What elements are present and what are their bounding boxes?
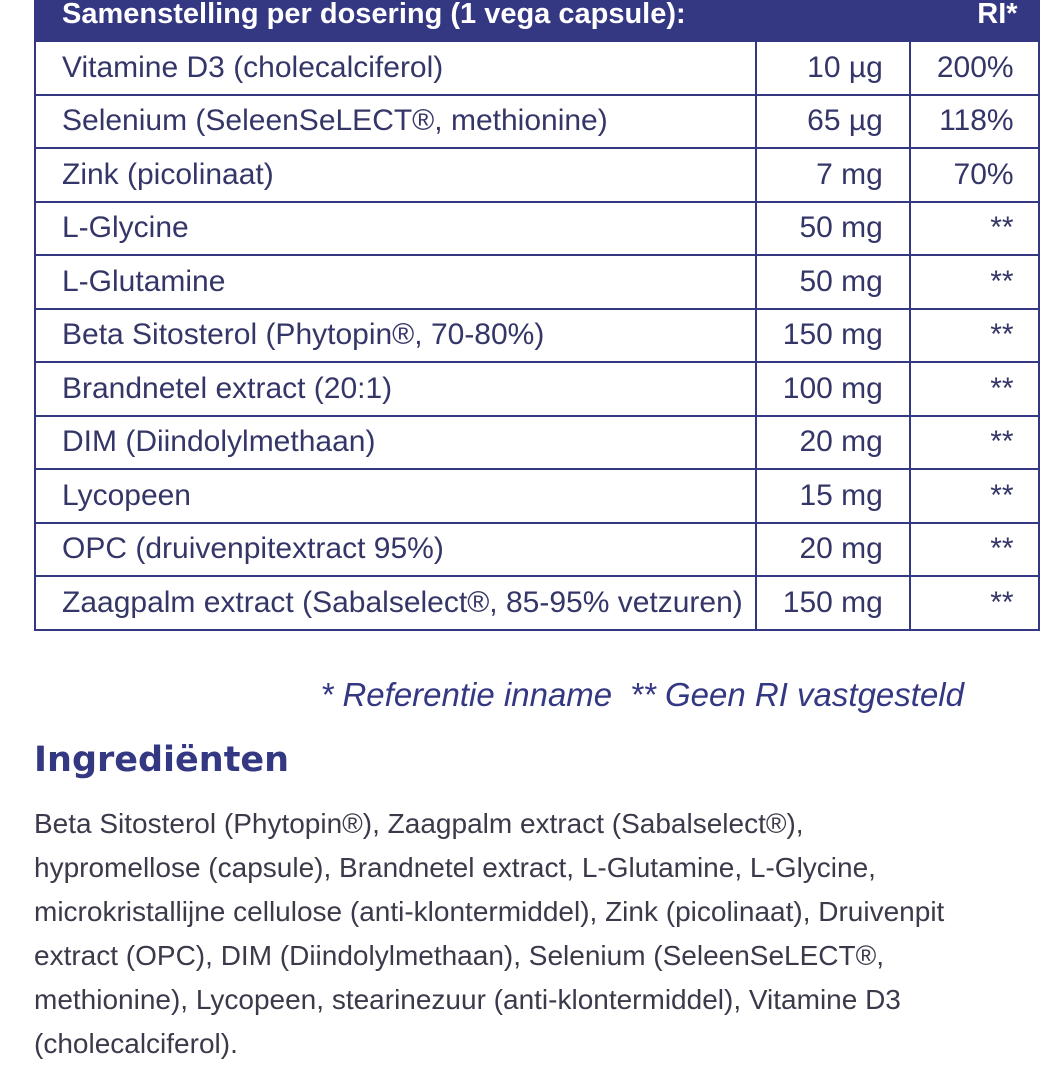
table-row (35, 41, 1039, 95)
table-header-row (35, 0, 1039, 41)
ingredient-amount: 150 mg (756, 576, 910, 630)
ingredient-name: L-Glutamine (35, 255, 756, 309)
ingredient-ri: 70% (910, 148, 1039, 202)
nutrition-table (34, 0, 1040, 631)
ingredient-name: Lycopeen (35, 469, 756, 523)
table-row (35, 469, 1039, 523)
table-header-ri: RI* (910, 0, 1039, 41)
ingredient-ri: ** (910, 202, 1039, 256)
ingredient-ri: ** (910, 309, 1039, 363)
table-row (35, 416, 1039, 470)
ingredient-amount: 7 mg (756, 148, 910, 202)
ingredient-ri: ** (910, 576, 1039, 630)
table-row (35, 523, 1039, 577)
ingredient-name: DIM (Diindolylmethaan) (35, 416, 756, 470)
table-row (35, 202, 1039, 256)
ingredient-amount: 50 mg (756, 255, 910, 309)
table-row (35, 255, 1039, 309)
ingredient-amount: 100 mg (756, 362, 910, 416)
footnote-ri: * Referentie inname (320, 676, 613, 713)
ingredient-amount: 15 mg (756, 469, 910, 523)
ingredient-ri: ** (910, 255, 1039, 309)
ingredient-amount: 20 mg (756, 416, 910, 470)
ingredient-name: L-Glycine (35, 202, 756, 256)
ingredient-name: Zaagpalm extract (Sabalselect®, 85-95% vetzuren) (35, 576, 756, 630)
ingredient-name: Brandnetel extract (20:1) (35, 362, 756, 416)
footnote-no-ri: ** Geen RI vastgesteld (630, 676, 964, 713)
ingredient-name: Beta Sitosterol (Phytopin®, 70-80%) (35, 309, 756, 363)
ingredients-text: Beta Sitosterol (Phytopin®), Zaagpalm extract (Sabalselect®), hypromellose (capsule), Brandnetel extract, L-Glutamine, L-Glycine, microkristallijne cellulose (anti-klontermiddel), Zink (picolinaat), Druivenpit extract (OPC), DIM (Diindolylmethaan), Selenium (SeleenSeLECT®, methionine), Lycopeen, stearinezuur (anti-klontermiddel), Vitamine D3 (cholecalciferol). (34, 808, 945, 1059)
ingredients-heading: Ingrediënten (34, 740, 290, 780)
table-row (35, 576, 1039, 630)
table-row (35, 309, 1039, 363)
ingredient-name: OPC (druivenpitextract 95%) (35, 523, 756, 577)
ingredient-ri: ** (910, 416, 1039, 470)
table-row (35, 362, 1039, 416)
ingredient-name: Selenium (SeleenSeLECT®, methionine) (35, 95, 756, 149)
ingredient-amount: 10 µg (756, 41, 910, 95)
ingredient-amount: 50 mg (756, 202, 910, 256)
table-row (35, 148, 1039, 202)
ingredient-name: Vitamine D3 (cholecalciferol) (35, 41, 756, 95)
table-header-label: Samenstelling per dosering (1 vega capsule): (35, 0, 910, 41)
ingredient-name: Zink (picolinaat) (35, 148, 756, 202)
footnote (320, 676, 964, 714)
ingredient-ri: ** (910, 523, 1039, 577)
ingredient-amount: 150 mg (756, 309, 910, 363)
ingredient-ri: ** (910, 469, 1039, 523)
ingredient-ri: 118% (910, 95, 1039, 149)
ingredient-ri: ** (910, 362, 1039, 416)
ingredient-amount: 20 mg (756, 523, 910, 577)
table-row (35, 95, 1039, 149)
ingredient-amount: 65 µg (756, 95, 910, 149)
ingredient-ri: 200% (910, 41, 1039, 95)
